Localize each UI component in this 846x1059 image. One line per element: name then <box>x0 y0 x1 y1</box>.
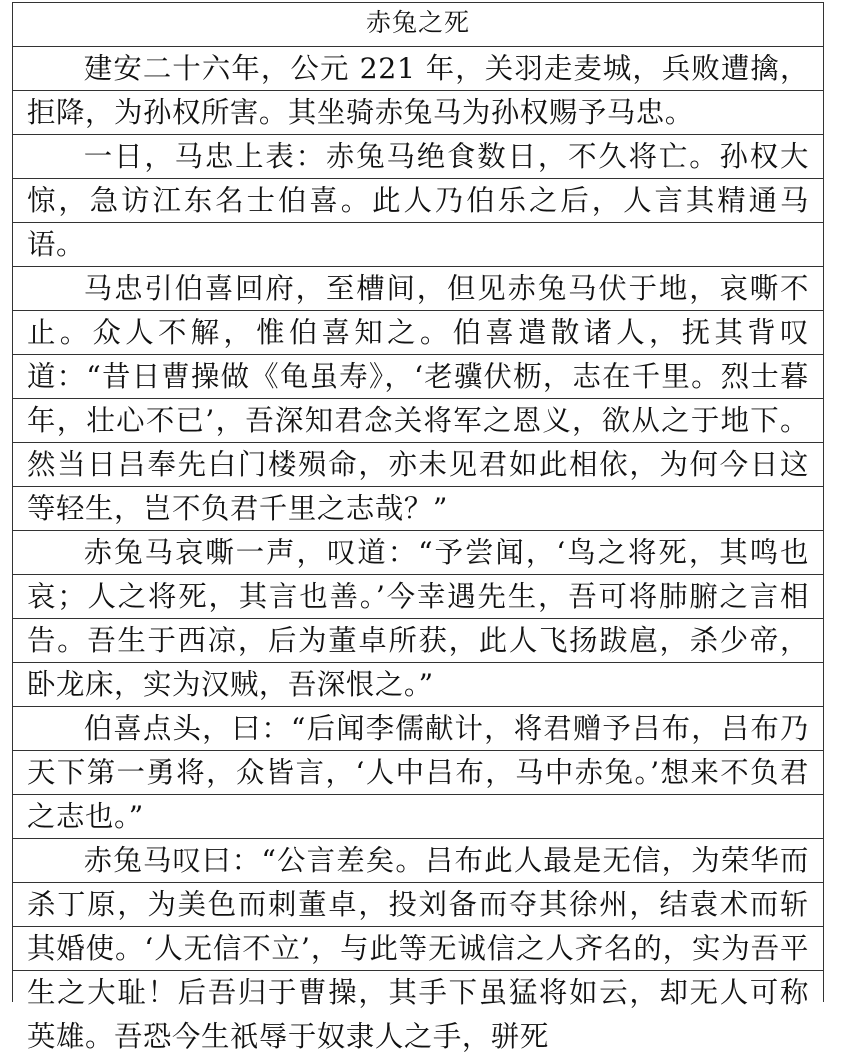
paragraph-6: 赤兔马叹曰：“公言差矣。吕布此人最是无信，为荣华而杀丁原，为美色而刺董卓，投刘备而夺其徐州，结袁术而斩其婚使。‘人无信不立’，与此等无诚信之人齐名的，实为吾平生之大耻！后吾归于曹操，其手下虽猛将如云，却无人可称英雄。吾恐今生祇辱于奴隶人之手，骈死 <box>27 844 809 1053</box>
title-row <box>13 3 823 47</box>
ruled-sheet <box>12 2 824 1053</box>
paragraph-3: 马忠引伯喜回府，至槽间，但见赤兔马伏于地，哀嘶不止。众人不解，惟伯喜知之。伯喜遣散诸人，抚其背叹道：“昔日曹操做《龟虽寿》，‘老骥伏枥，志在千里。烈士暮年，壮心不已’，吾深知君念关将军之恩义，欲从之于地下。然当日吕奉先白门楼殒命，亦未见君如此相依，为何今日这等轻生，岂不负君千里之志哉？” <box>27 272 809 525</box>
paragraph-4: 赤兔马哀嘶一声，叹道：“予尝闻，‘鸟之将死，其鸣也哀；人之将死，其言也善。’今幸遇先生，吾可将肺腑之言相告。吾生于西凉，后为董卓所获，此人飞扬跋扈，杀少帝，卧龙床，实为汉贼，吾深恨之。” <box>27 536 809 701</box>
paragraph-5: 伯喜点头，曰：“后闻李儒献计，将君赠予吕布，吕布乃天下第一勇将，众皆言，‘人中吕布，马中赤兔。’想来不负君之志也。” <box>27 712 809 833</box>
paragraph-1: 建安二十六年，公元 221 年，关羽走麦城，兵败遭擒，拒降，为孙权所害。其坐骑赤兔马为孙权赐予马忠。 <box>27 52 809 129</box>
essay-title: 赤兔之死 <box>365 8 470 37</box>
essay-body <box>13 47 823 1059</box>
paragraph-2: 一日，马忠上表：赤兔马绝食数日，不久将亡。孙权大惊，急访江东名士伯喜。此人乃伯乐之后，人言其精通马语。 <box>27 140 809 261</box>
